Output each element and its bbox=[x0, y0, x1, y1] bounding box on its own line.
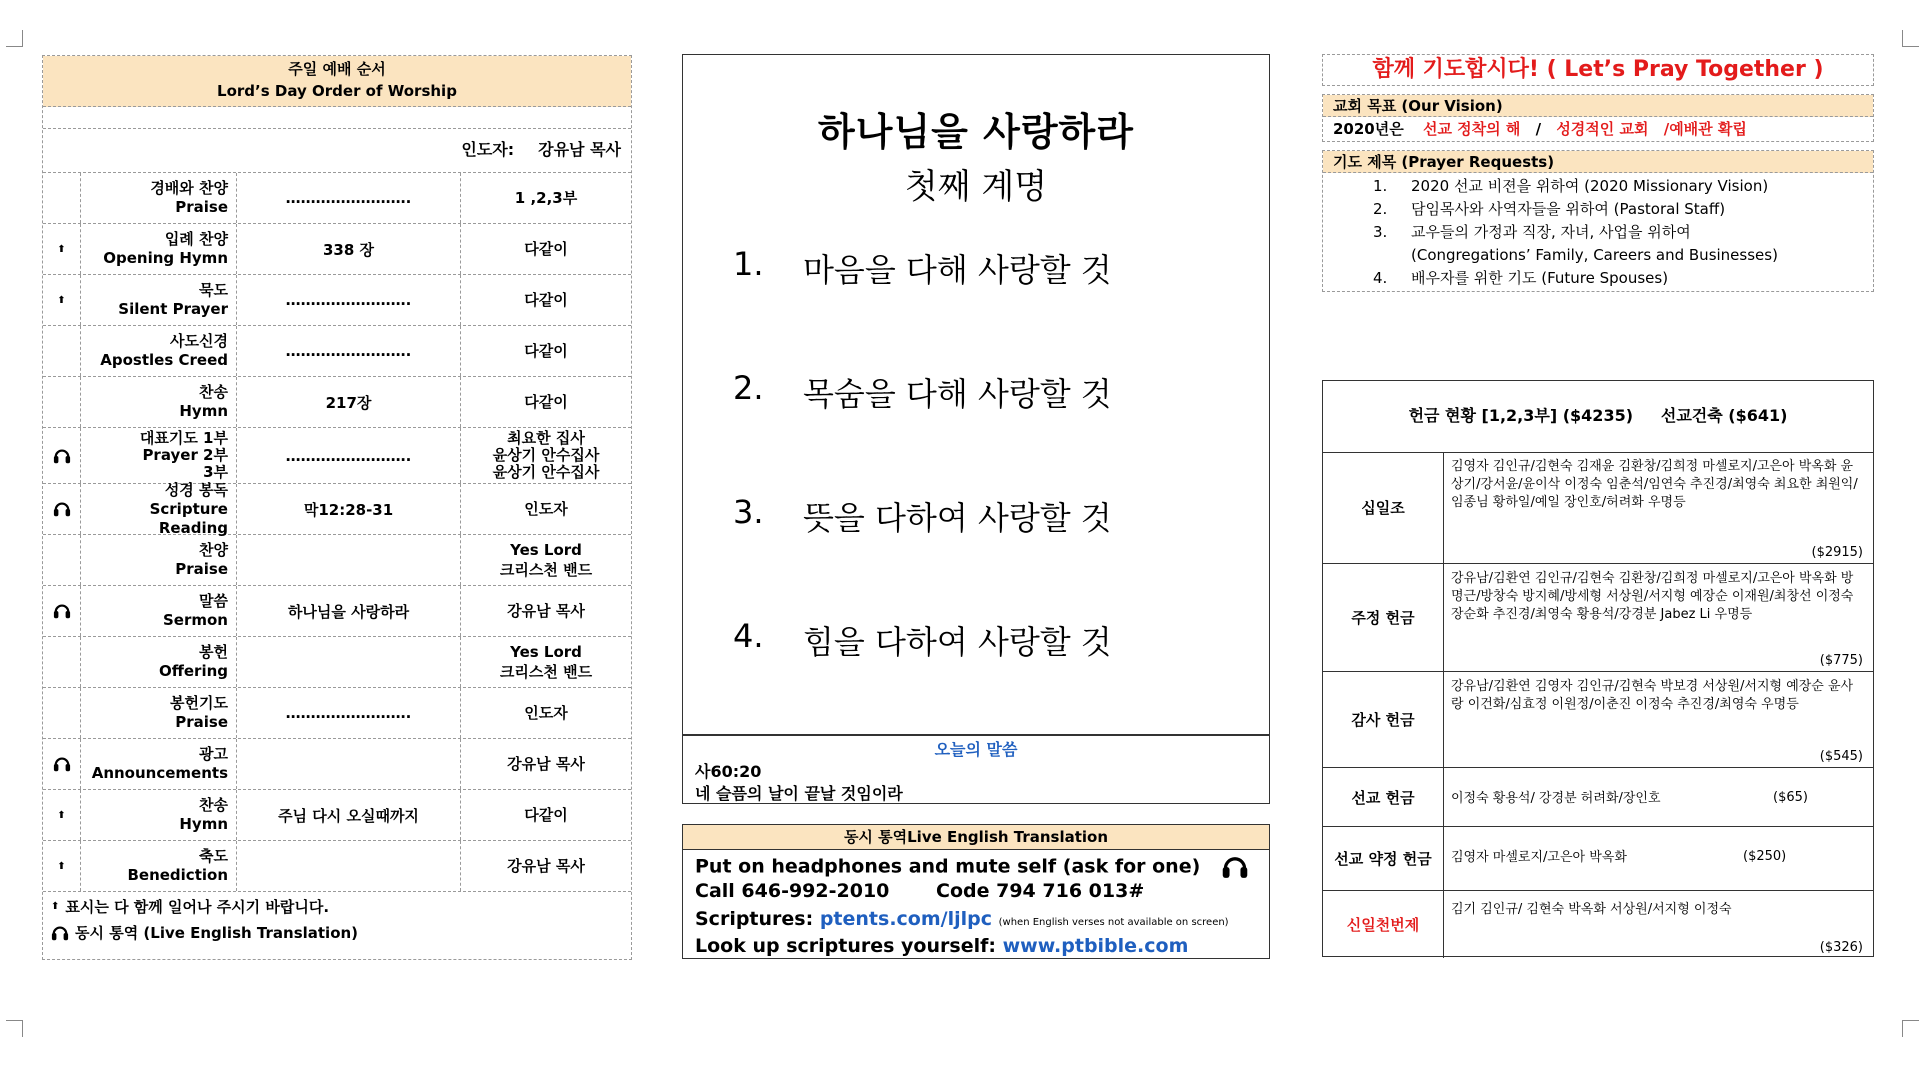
row-name-en: Apostles Creed bbox=[100, 351, 228, 369]
worship-spacer-row bbox=[43, 104, 631, 129]
row-name-en: Benediction bbox=[127, 866, 228, 884]
row-leader-cell: 다같이 bbox=[524, 291, 568, 309]
row-name-ko: 찬양 bbox=[199, 541, 228, 559]
row-name-cell bbox=[81, 790, 237, 840]
row-name-en: Announcements bbox=[91, 764, 228, 782]
offering-amount: ($775) bbox=[1819, 653, 1863, 668]
row-leader-cell: Yes Lord 크리스천 밴드 bbox=[499, 643, 593, 681]
row-name-cell bbox=[81, 688, 237, 738]
offering-label: 주정 헌금 bbox=[1323, 564, 1444, 671]
row-name-en: Sermon bbox=[163, 611, 228, 629]
row-detail-cell: ……………………. bbox=[237, 688, 461, 738]
worship-title-ko: 주일 예배 순서 bbox=[288, 60, 386, 78]
prayer-requests-panel bbox=[1322, 150, 1874, 292]
row-leader-cell: 다같이 bbox=[524, 342, 568, 360]
worship-row bbox=[43, 377, 631, 428]
translation-call-line bbox=[695, 880, 1144, 902]
worship-row bbox=[43, 637, 631, 688]
worship-row bbox=[43, 535, 631, 586]
row-detail-cell bbox=[237, 637, 461, 687]
worship-row bbox=[43, 790, 631, 841]
row-name-cell bbox=[81, 841, 237, 891]
row-detail-cell: ……………………. bbox=[237, 326, 461, 376]
worship-order-panel bbox=[42, 55, 632, 960]
row-mark-cell bbox=[43, 377, 81, 427]
row-leader-cell: 강유남 목사 bbox=[507, 755, 585, 773]
row-name-ko: 입례 찬양 bbox=[164, 230, 228, 248]
row-detail-cell: 주님 다시 오실때까지 bbox=[237, 790, 461, 840]
row-name-cell bbox=[81, 173, 237, 223]
worship-row bbox=[43, 428, 631, 484]
row-detail-cell: 하나님을 사랑하라 bbox=[237, 586, 461, 636]
row-name-ko: 성경 봉독 bbox=[164, 480, 228, 499]
call-number: Call 646-992-2010 bbox=[695, 880, 890, 902]
commandment-list bbox=[733, 245, 1112, 741]
row-name-cell bbox=[81, 224, 237, 274]
prayer-request-item: 1. 2020 선교 비젼을 위하여 (2020 Missionary Vision) bbox=[1373, 177, 1769, 195]
row-name-ko: 말씀 bbox=[199, 592, 228, 610]
row-name-en: Praise bbox=[175, 713, 228, 731]
prayer-request-item: 2. 담임목사와 사역자들을 위하여 (Pastoral Staff) bbox=[1373, 200, 1726, 218]
footnote-headset: 동시 통역 (Live English Translation) bbox=[51, 920, 358, 946]
worship-footnotes bbox=[51, 894, 358, 946]
crop-mark-bottom-left bbox=[6, 1020, 23, 1037]
ptbible-link[interactable]: www.ptbible.com bbox=[1002, 935, 1189, 957]
commandment-title: 하나님을 사랑하라 bbox=[818, 110, 1134, 154]
commandment-panel bbox=[682, 54, 1270, 736]
offering-amount: ($65) bbox=[1773, 790, 1808, 805]
offering-label: 십일조 bbox=[1323, 452, 1444, 563]
row-name-cell bbox=[81, 637, 237, 687]
row-name-ko: 축도 bbox=[199, 847, 228, 865]
row-name-cell bbox=[81, 428, 237, 483]
offering-names: 김영자 마셀로지/고은아 박옥화 bbox=[1451, 850, 1627, 865]
leader-label: 인도자: bbox=[461, 140, 515, 159]
offering-names: 강유남/김환연 김영자 김인규/김현숙 박보경 서상원/서지형 예장순 윤사랑 이건화/심효정 이원정/이춘진 이정숙 추진경/최영숙 우명등 bbox=[1451, 679, 1854, 712]
requests-list bbox=[1373, 175, 1778, 290]
row-mark-cell bbox=[43, 484, 81, 534]
offering-label: 선교 약정 헌금 bbox=[1323, 827, 1444, 890]
row-name-ko: 대표기도 1부 bbox=[139, 429, 228, 447]
row-mark-cell bbox=[43, 688, 81, 738]
todays-verse-box bbox=[682, 734, 1270, 804]
row-mark-cell bbox=[43, 841, 81, 891]
offering-label: 감사 헌금 bbox=[1323, 672, 1444, 767]
headset-icon bbox=[51, 923, 69, 943]
prayer-request-item: (Congregations’ Family, Careers and Businesses) bbox=[1411, 246, 1778, 264]
crop-mark-top-right bbox=[1902, 30, 1919, 47]
row-leader-cell: 강유남 목사 bbox=[507, 857, 585, 875]
row-name-cell bbox=[81, 275, 237, 325]
row-name-cell bbox=[81, 586, 237, 636]
offering-names: 이정숙 황용석/ 강경분 허려화/장인호 bbox=[1451, 791, 1661, 806]
stand-up-icon: ⬆ bbox=[57, 294, 66, 306]
row-leader-cell: 1 ,2,3부 bbox=[514, 189, 578, 207]
worship-leader-row bbox=[43, 128, 631, 173]
leader-name: 강유남 목사 bbox=[538, 140, 621, 159]
row-name-en: Praise bbox=[175, 198, 228, 216]
worship-title-en: Lord’s Day Order of Worship bbox=[217, 82, 457, 100]
offering-amount: ($326) bbox=[1819, 940, 1863, 955]
row-mark-cell bbox=[43, 224, 81, 274]
row-name-en: Offering bbox=[158, 662, 228, 680]
row-name-3: 3부 bbox=[203, 463, 228, 481]
scriptures-note: (when English verses not available on screen) bbox=[998, 917, 1229, 928]
vision-panel bbox=[1322, 94, 1874, 142]
row-mark-cell bbox=[43, 739, 81, 789]
row-name-ko: 경배와 찬양 bbox=[150, 179, 228, 197]
row-detail-cell: ……………………. bbox=[237, 173, 461, 223]
stand-up-icon: ⬆ bbox=[51, 901, 60, 912]
row-detail-cell: ……………………. bbox=[237, 275, 461, 325]
prayer-request-item: 4. 배우자를 위한 기도 (Future Spouses) bbox=[1373, 269, 1669, 287]
row-name-cell bbox=[81, 377, 237, 427]
row-name-en: Praise bbox=[175, 560, 228, 578]
row-mark-cell bbox=[43, 428, 81, 483]
row-leader-cell: 다같이 bbox=[524, 240, 568, 258]
row-detail-cell: 338 장 bbox=[237, 224, 461, 274]
offering-row bbox=[1323, 891, 1873, 958]
row-leader-cell: 인도자 bbox=[524, 704, 568, 722]
crop-mark-top-left bbox=[6, 30, 23, 47]
offering-label: 신일천번제 bbox=[1323, 891, 1444, 958]
row-leader-cell: 최요한 집사 윤상기 안수집사 윤상기 안수집사 bbox=[492, 429, 600, 481]
row-mark-cell bbox=[43, 586, 81, 636]
worship-row bbox=[43, 586, 631, 637]
offering-row bbox=[1323, 452, 1873, 564]
row-name-ko: 찬송 bbox=[199, 383, 228, 401]
row-name-ko: 봉헌 bbox=[199, 643, 228, 661]
row-detail-cell: 217장 bbox=[237, 377, 461, 427]
row-leader-cell: 인도자 bbox=[524, 500, 568, 518]
offering-amount: ($545) bbox=[1819, 749, 1863, 764]
verse-reference: 사60:20 bbox=[695, 762, 762, 781]
commandment-item: 4. 힘을 다하여 사랑할 것 bbox=[733, 617, 1112, 661]
headset-icon bbox=[53, 601, 71, 621]
worship-row bbox=[43, 739, 631, 790]
stand-up-icon: ⬆ bbox=[57, 809, 66, 821]
headset-icon bbox=[1221, 852, 1249, 882]
offering-row bbox=[1323, 768, 1873, 827]
row-name-en: Silent Prayer bbox=[118, 300, 228, 318]
row-name-ko: 찬송 bbox=[199, 796, 228, 814]
prayer-request-item: 3. 교우들의 가정과 직장, 자녀, 사업을 위하여 bbox=[1373, 223, 1691, 241]
headset-icon bbox=[53, 446, 71, 466]
offering-row bbox=[1323, 672, 1873, 768]
row-mark-cell bbox=[43, 173, 81, 223]
translation-headphones-line: Put on headphones and mute self (ask for one) bbox=[695, 852, 1249, 882]
stand-up-icon: ⬆ bbox=[57, 860, 66, 872]
vision-heading: 교회 목표 (Our Vision) bbox=[1323, 95, 1873, 117]
verse-text: 네 슬픔의 날이 끝날 것임이라 bbox=[695, 784, 903, 803]
crop-mark-bottom-right bbox=[1902, 1020, 1919, 1037]
verse-heading: 오늘의 말씀 bbox=[934, 740, 1018, 759]
worship-row bbox=[43, 688, 631, 739]
row-name-ko: 봉헌기도 bbox=[170, 694, 228, 712]
row-name-cell bbox=[81, 535, 237, 585]
row-name-en: Scripture Reading bbox=[149, 499, 228, 537]
row-name-en: Hymn bbox=[179, 815, 228, 833]
offering-row bbox=[1323, 827, 1873, 891]
translation-panel bbox=[682, 824, 1270, 959]
translation-heading: 동시 통역Live English Translation bbox=[683, 825, 1269, 850]
offering-amount: ($2915) bbox=[1811, 545, 1863, 560]
requests-heading: 기도 제목 (Prayer Requests) bbox=[1323, 151, 1873, 173]
row-detail-cell bbox=[237, 841, 461, 891]
row-mark-cell bbox=[43, 275, 81, 325]
row-name-en: Hymn bbox=[179, 402, 228, 420]
translation-scriptures-line: Scriptures: ptents.com/ljlpc (when English verses not available on screen) bbox=[695, 908, 1229, 930]
commandment-subtitle: 첫째 계명 bbox=[904, 167, 1048, 207]
row-detail-cell bbox=[237, 535, 461, 585]
row-name-cell bbox=[81, 326, 237, 376]
row-mark-cell bbox=[43, 790, 81, 840]
footnote-stand: ⬆ 표시는 다 함께 일어나 주시기 바랍니다. bbox=[51, 894, 358, 920]
row-name-cell bbox=[81, 480, 237, 537]
offering-label: 선교 헌금 bbox=[1323, 768, 1444, 826]
worship-row bbox=[43, 326, 631, 377]
offering-names: 김영자 김인규/김현숙 김재윤 김환창/김희정 마셀로지/고은아 박옥화 윤상기/강서윤/윤이삭 이정숙 임춘석/임연숙 추진경/최영숙 최요한 최원익/임종님 황하일/예일 장인호/허려화 우명등 bbox=[1451, 459, 1858, 510]
translation-lookup-line: Look up scriptures yourself: www.ptbible.com bbox=[695, 935, 1189, 957]
row-leader-cell: 강유남 목사 bbox=[507, 602, 585, 620]
worship-row bbox=[43, 275, 631, 326]
scriptures-link[interactable]: ptents.com/ljlpc bbox=[819, 908, 992, 930]
worship-row bbox=[43, 841, 631, 892]
row-detail-cell: 막12:28-31 bbox=[237, 484, 461, 534]
offering-table bbox=[1322, 380, 1874, 957]
row-detail-cell: ……………………. bbox=[237, 428, 461, 483]
offering-amount: ($250) bbox=[1743, 849, 1787, 864]
commandment-item: 3. 뜻을 다하여 사랑할 것 bbox=[733, 493, 1112, 537]
offering-row bbox=[1323, 564, 1873, 672]
row-leader-cell: 다같이 bbox=[524, 806, 568, 824]
worship-row bbox=[43, 480, 631, 537]
row-name-ko: 사도신경 bbox=[170, 332, 228, 350]
pray-together-title: 함께 기도합시다! ( Let’s Pray Together ) bbox=[1322, 54, 1874, 86]
row-mark-cell bbox=[43, 326, 81, 376]
commandment-item: 2. 목숨을 다해 사랑할 것 bbox=[733, 369, 1112, 413]
commandment-item: 1. 마음을 다해 사랑할 것 bbox=[733, 245, 1112, 289]
worship-rows bbox=[43, 173, 631, 892]
row-name-cell bbox=[81, 739, 237, 789]
row-name-ko: 묵도 bbox=[199, 281, 228, 299]
vision-body: 2020년은 선교 정착의 해 / 성경적인 교회 /예배관 확립 bbox=[1333, 120, 1747, 138]
worship-header bbox=[43, 56, 631, 107]
offering-names: 강유남/김환연 김인규/김현숙 김환창/김희정 마셀로지/고은아 박옥화 방명근/방창숙 방지혜/방세형 서상원/서지형 예장순 이재원/최창선 이정숙 장순화 추진경/최영숙 황용석/강경분 Jabez Li 우명등 bbox=[1451, 571, 1854, 622]
offering-names: 김기 김인규/ 김현숙 박옥화 서상원/서지형 이정숙 bbox=[1451, 902, 1732, 917]
worship-row bbox=[43, 224, 631, 275]
row-mark-cell bbox=[43, 535, 81, 585]
row-leader-cell: Yes Lord 크리스천 밴드 bbox=[499, 541, 593, 579]
row-detail-cell bbox=[237, 739, 461, 789]
offering-heading: 헌금 현황 [1,2,3부] ($4235) 선교건축 ($641) bbox=[1323, 381, 1873, 453]
row-name-en: Opening Hymn bbox=[103, 249, 228, 267]
row-leader-cell: 다같이 bbox=[524, 393, 568, 411]
worship-row bbox=[43, 173, 631, 224]
headset-icon bbox=[53, 499, 71, 519]
stand-up-icon: ⬆ bbox=[57, 243, 66, 255]
row-name-en: Prayer 2부 bbox=[142, 446, 228, 464]
row-name-ko: 광고 bbox=[199, 745, 228, 763]
headset-icon bbox=[53, 754, 71, 774]
call-code: Code 794 716 013# bbox=[936, 880, 1145, 902]
row-mark-cell bbox=[43, 637, 81, 687]
